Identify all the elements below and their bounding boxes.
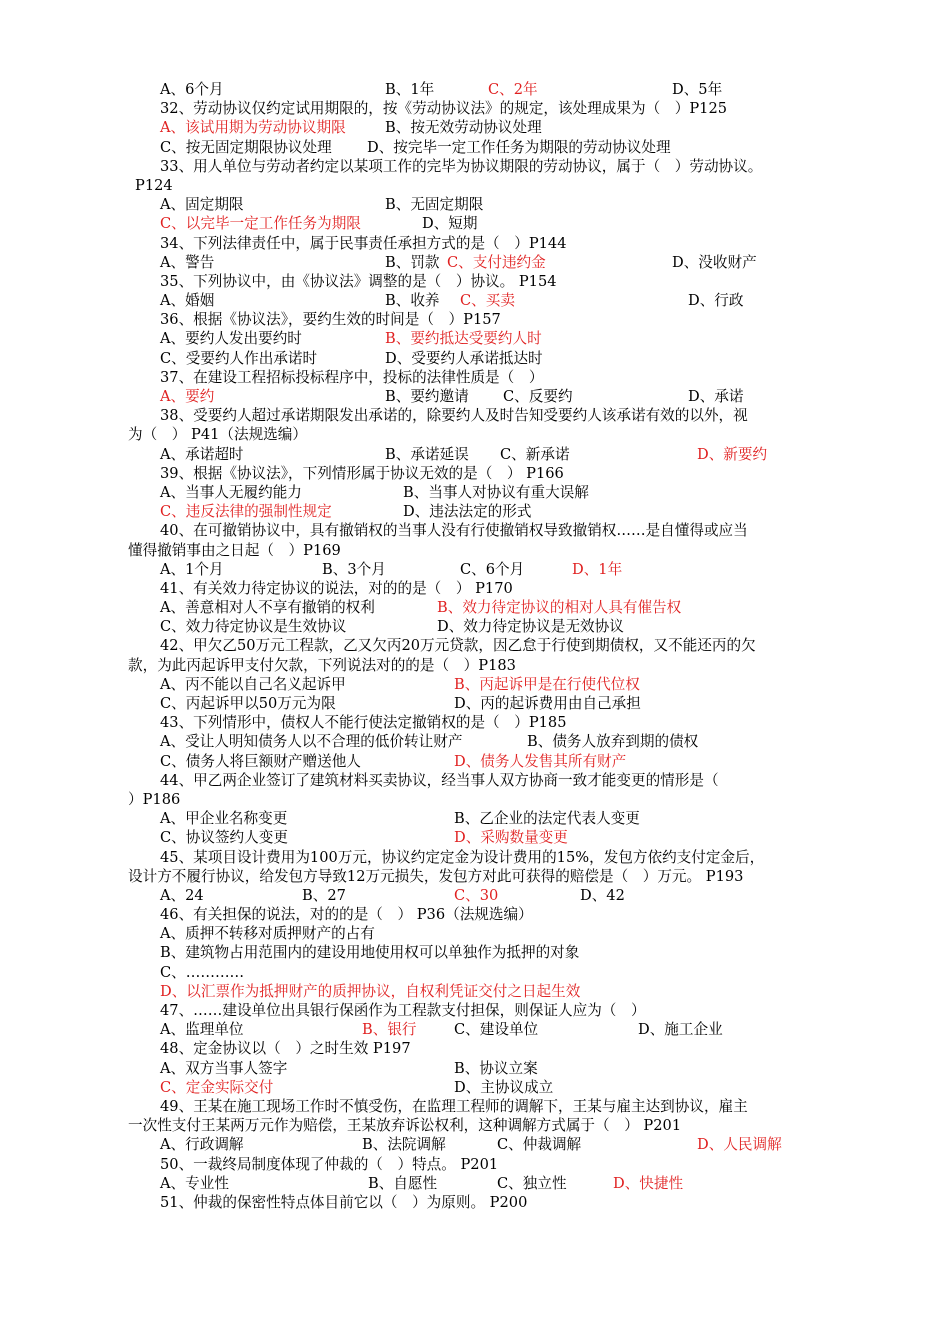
- answer-highlight: C、以完毕一定工作任务为期限: [160, 215, 361, 233]
- text-segment: D、按完毕一定工作任务为期限的劳动协议处理: [367, 138, 671, 156]
- text-line: [0, 732, 950, 751]
- text-line: [0, 1174, 950, 1193]
- document-page: [0, 80, 950, 1212]
- text-line: [0, 310, 950, 329]
- text-segment: B、3个月: [322, 560, 386, 578]
- text-segment: D、违法法定的形式: [403, 503, 532, 521]
- text-segment: B、收养: [385, 292, 440, 310]
- text-segment: 37、在建设工程招标投标程序中，投标的法律性质是（ ）: [160, 368, 544, 386]
- answer-highlight: B、银行: [362, 1021, 417, 1039]
- text-line: [0, 848, 950, 867]
- text-line: [0, 464, 950, 483]
- text-segment: B、1年: [385, 81, 435, 98]
- text-segment: B、无固定期限: [385, 196, 484, 214]
- text-line: [0, 291, 950, 310]
- text-line: [0, 828, 950, 847]
- text-segment: C、按无固定期限协议处理: [160, 138, 332, 156]
- answer-highlight: C、定金实际交付: [160, 1078, 274, 1096]
- text-segment: B、法院调解: [362, 1136, 446, 1154]
- answer-highlight: D、人民调解: [697, 1136, 782, 1154]
- text-line: [0, 1039, 950, 1058]
- text-segment: A、甲企业名称变更: [160, 810, 288, 828]
- text-line: [0, 214, 950, 233]
- text-line: [0, 560, 950, 579]
- text-line: [0, 329, 950, 348]
- text-segment: 48、定金协议以（ ）之时生效 P197: [160, 1040, 411, 1058]
- text-segment: C、仲裁调解: [497, 1136, 582, 1154]
- text-segment: A、质押不转移对质押财产的占有: [160, 925, 375, 943]
- answer-highlight: D、新要约: [697, 445, 768, 463]
- text-segment: 47、……建设单位出具银行保函作为工程款支付担保，则保证人应为（ ）: [160, 1002, 646, 1019]
- text-line: [0, 579, 950, 598]
- text-segment: A、婚姻: [160, 292, 215, 310]
- text-segment: 43、下列情形中，债权人不能行使法定撤销权的是（ ）P185: [160, 714, 567, 732]
- text-line: [0, 1020, 950, 1039]
- text-line: [0, 445, 950, 464]
- text-line: [0, 1059, 950, 1078]
- text-line: [0, 368, 950, 387]
- answer-highlight: C、30: [454, 886, 499, 904]
- text-line: [0, 483, 950, 502]
- text-line: [0, 541, 950, 560]
- answer-highlight: D、1年: [572, 560, 623, 578]
- text-line: [0, 425, 950, 444]
- text-line: [0, 253, 950, 272]
- text-line: [0, 924, 950, 943]
- text-segment: A、丙不能以自己名义起诉甲: [160, 675, 346, 693]
- text-line: [0, 157, 950, 176]
- text-segment: A、固定期限: [160, 196, 244, 214]
- text-segment: D、受要约人承诺抵达时: [385, 349, 543, 367]
- text-line: [0, 598, 950, 617]
- text-segment: A、1个月: [160, 560, 224, 578]
- text-segment: ）P186: [128, 790, 181, 808]
- text-segment: C、独立性: [497, 1174, 567, 1192]
- text-segment: 40、在可撤销协议中，具有撤销权的当事人没有行使撤销权导致撤销权……是自懂得或应当: [160, 522, 748, 540]
- text-line: [0, 234, 950, 253]
- text-line: [0, 80, 950, 99]
- text-line: [0, 636, 950, 655]
- answer-highlight: D、采购数量变更: [454, 829, 568, 847]
- text-segment: 45、某项目设计费用为100万元，协议约定定金为设计费用的15%，发包方依约支付定金后，: [160, 848, 765, 866]
- text-segment: A、要约人发出要约时: [160, 330, 302, 348]
- text-segment: 34、下列法律责任中，属于民事责任承担方式的是（ ）P144: [160, 234, 567, 252]
- text-segment: 35、下列协议中，由《协议法》调整的是（ ）协议。 P154: [160, 272, 557, 290]
- text-segment: D、短期: [422, 215, 478, 233]
- text-line: [0, 272, 950, 291]
- text-line: [0, 867, 950, 886]
- text-segment: P124: [135, 176, 173, 194]
- text-segment: C、效力待定协议是生效协议: [160, 618, 347, 636]
- answer-highlight: A、要约: [160, 388, 215, 405]
- text-segment: B、乙企业的法定代表人变更: [454, 810, 640, 828]
- text-segment: 一次性支付王某两万元作为赔偿，王某放弃诉讼权利，这种调解方式属于（ ） P201: [128, 1117, 682, 1135]
- text-line: [0, 982, 950, 1001]
- text-segment: 42、甲欠乙50万元工程款，乙又欠丙20万元贷款，因乙怠于行使到期债权，又不能还丙的欠: [160, 637, 756, 655]
- text-segment: A、当事人无履约能力: [160, 483, 302, 501]
- answer-highlight: C、支付违约金: [447, 253, 546, 271]
- text-segment: B、承诺延误: [385, 445, 469, 463]
- text-line: [0, 905, 950, 924]
- text-line: [0, 943, 950, 962]
- text-segment: A、监理单位: [160, 1021, 244, 1039]
- text-segment: B、按无效劳动协议处理: [385, 119, 542, 137]
- text-segment: 36、根据《协议法》，要约生效的时间是（ ）P157: [160, 311, 501, 329]
- text-segment: A、受让人明知债务人以不合理的低价转让财产: [160, 733, 463, 751]
- text-segment: A、双方当事人签字: [160, 1059, 288, 1077]
- text-line: [0, 1116, 950, 1135]
- text-segment: D、效力待定协议是无效协议: [437, 618, 624, 636]
- text-segment: 38、受要约人超过承诺期限发出承诺的，除要约人及时告知受要约人该承诺有效的以外，视: [160, 407, 748, 425]
- text-segment: C、新承诺: [500, 445, 570, 463]
- text-segment: C、建设单位: [454, 1021, 539, 1039]
- text-line: [0, 176, 950, 195]
- text-line: [0, 1193, 950, 1212]
- text-line: [0, 387, 950, 406]
- text-segment: B、协议立案: [454, 1059, 538, 1077]
- text-segment: D、没收财产: [672, 253, 757, 271]
- text-segment: 32、劳动协议仅约定试用期限的，按《劳动协议法》的规定，该处理成果为（ ）P125: [160, 100, 728, 118]
- text-line: [0, 118, 950, 137]
- text-segment: B、自愿性: [368, 1174, 438, 1192]
- text-segment: B、债务人放弃到期的债权: [527, 733, 699, 751]
- answer-highlight: B、要约抵达受要约人时: [385, 330, 542, 348]
- text-segment: A、6个月: [160, 81, 224, 98]
- text-segment: 款，为此丙起诉甲支付欠款，下列说法对的的是（ ）P183: [128, 656, 516, 674]
- text-segment: 设计方不履行协议，给发包方导致12万元损失，发包方对此可获得的赔偿是（ ）万元。 P193: [128, 867, 744, 885]
- text-segment: D、施工企业: [638, 1021, 723, 1039]
- answer-highlight: D、快捷性: [613, 1174, 684, 1192]
- text-line: [0, 771, 950, 790]
- text-line: [0, 99, 950, 118]
- text-segment: 44、甲乙两企业签订了建筑材料买卖协议，经当事人双方协商一致才能变更的情形是（: [160, 771, 719, 789]
- text-line: [0, 675, 950, 694]
- text-segment: 51、仲裁的保密性特点体目前它以（ ）为原则。 P200: [160, 1193, 528, 1211]
- text-segment: 39、根据《协议法》，下列情形属于协议无效的是（ ） P166: [160, 464, 564, 482]
- text-segment: D、主协议成立: [454, 1078, 554, 1096]
- text-segment: C、受要约人作出承诺时: [160, 349, 318, 367]
- text-segment: D、5年: [672, 81, 723, 98]
- text-segment: C、丙起诉甲以50万元为限: [160, 695, 336, 712]
- text-segment: 41、有关效力待定协议的说法，对的的是（ ） P170: [160, 579, 513, 597]
- text-line: [0, 1097, 950, 1116]
- text-line: [0, 1078, 950, 1097]
- text-segment: C、…………: [160, 963, 245, 981]
- text-segment: 懂得撤销事由之日起（ ）P169: [128, 541, 341, 559]
- text-line: [0, 886, 950, 905]
- text-segment: 33、用人单位与劳动者约定以某项工作的完毕为协议期限的劳动协议，属于（ ）劳动协议。: [160, 157, 763, 175]
- text-line: [0, 138, 950, 157]
- text-segment: A、行政调解: [160, 1136, 244, 1154]
- answer-highlight: C、买卖: [460, 292, 515, 310]
- text-segment: 50、一裁终局制度体现了仲裁的（ ）特点。 P201: [160, 1155, 499, 1173]
- text-line: [0, 521, 950, 540]
- text-segment: A、警告: [160, 253, 215, 271]
- text-segment: D、承诺: [688, 388, 744, 405]
- text-segment: A、善意相对人不享有撤销的权利: [160, 599, 375, 617]
- text-line: [0, 1135, 950, 1154]
- text-segment: D、行政: [688, 292, 744, 310]
- text-segment: B、当事人对协议有重大误解: [403, 483, 589, 501]
- text-segment: C、债务人将巨额财产赠送他人: [160, 752, 361, 770]
- text-line: [0, 656, 950, 675]
- answer-highlight: C、2年: [488, 81, 538, 98]
- text-segment: D、42: [580, 886, 625, 904]
- answer-highlight: B、丙起诉甲是在行使代位权: [454, 675, 640, 693]
- text-segment: A、专业性: [160, 1174, 229, 1192]
- text-line: [0, 406, 950, 425]
- text-line: [0, 809, 950, 828]
- text-line: [0, 349, 950, 368]
- text-segment: C、反要约: [503, 388, 573, 405]
- text-segment: C、协议签约人变更: [160, 829, 288, 847]
- text-line: [0, 713, 950, 732]
- text-line: [0, 752, 950, 771]
- text-segment: A、24: [160, 886, 204, 904]
- text-segment: B、罚款: [385, 253, 440, 271]
- text-segment: D、丙的起诉费用由自己承担: [454, 695, 641, 712]
- answer-highlight: A、该试用期为劳动协议期限: [160, 119, 346, 137]
- text-line: [0, 790, 950, 809]
- text-segment: B、要约邀请: [385, 388, 469, 405]
- text-segment: B、建筑物占用范围内的建设用地使用权可以单独作为抵押的对象: [160, 944, 580, 962]
- answer-highlight: D、债务人发售其所有财产: [454, 752, 627, 770]
- text-line: [0, 1001, 950, 1020]
- answer-highlight: D、以汇票作为抵押财产的质押协议，自权利凭证交付之日起生效: [160, 982, 581, 1000]
- text-line: [0, 694, 950, 713]
- text-line: [0, 617, 950, 636]
- text-line: [0, 502, 950, 521]
- text-line: [0, 1155, 950, 1174]
- text-segment: 46、有关担保的说法，对的的是（ ） P36（法规选编）: [160, 906, 533, 924]
- text-line: [0, 963, 950, 982]
- text-segment: 为（ ） P41（法规选编）: [128, 426, 307, 444]
- answer-highlight: B、效力待定协议的相对人具有催告权: [437, 599, 682, 617]
- text-segment: A、承诺超时: [160, 445, 244, 463]
- text-segment: C、6个月: [460, 560, 525, 578]
- text-segment: B、27: [302, 886, 346, 904]
- text-segment: 49、王某在施工现场工作时不慎受伤，在监理工程师的调解下，王某与雇主达到协议，雇主: [160, 1097, 748, 1115]
- text-line: [0, 195, 950, 214]
- answer-highlight: C、违反法律的强制性规定: [160, 503, 332, 521]
